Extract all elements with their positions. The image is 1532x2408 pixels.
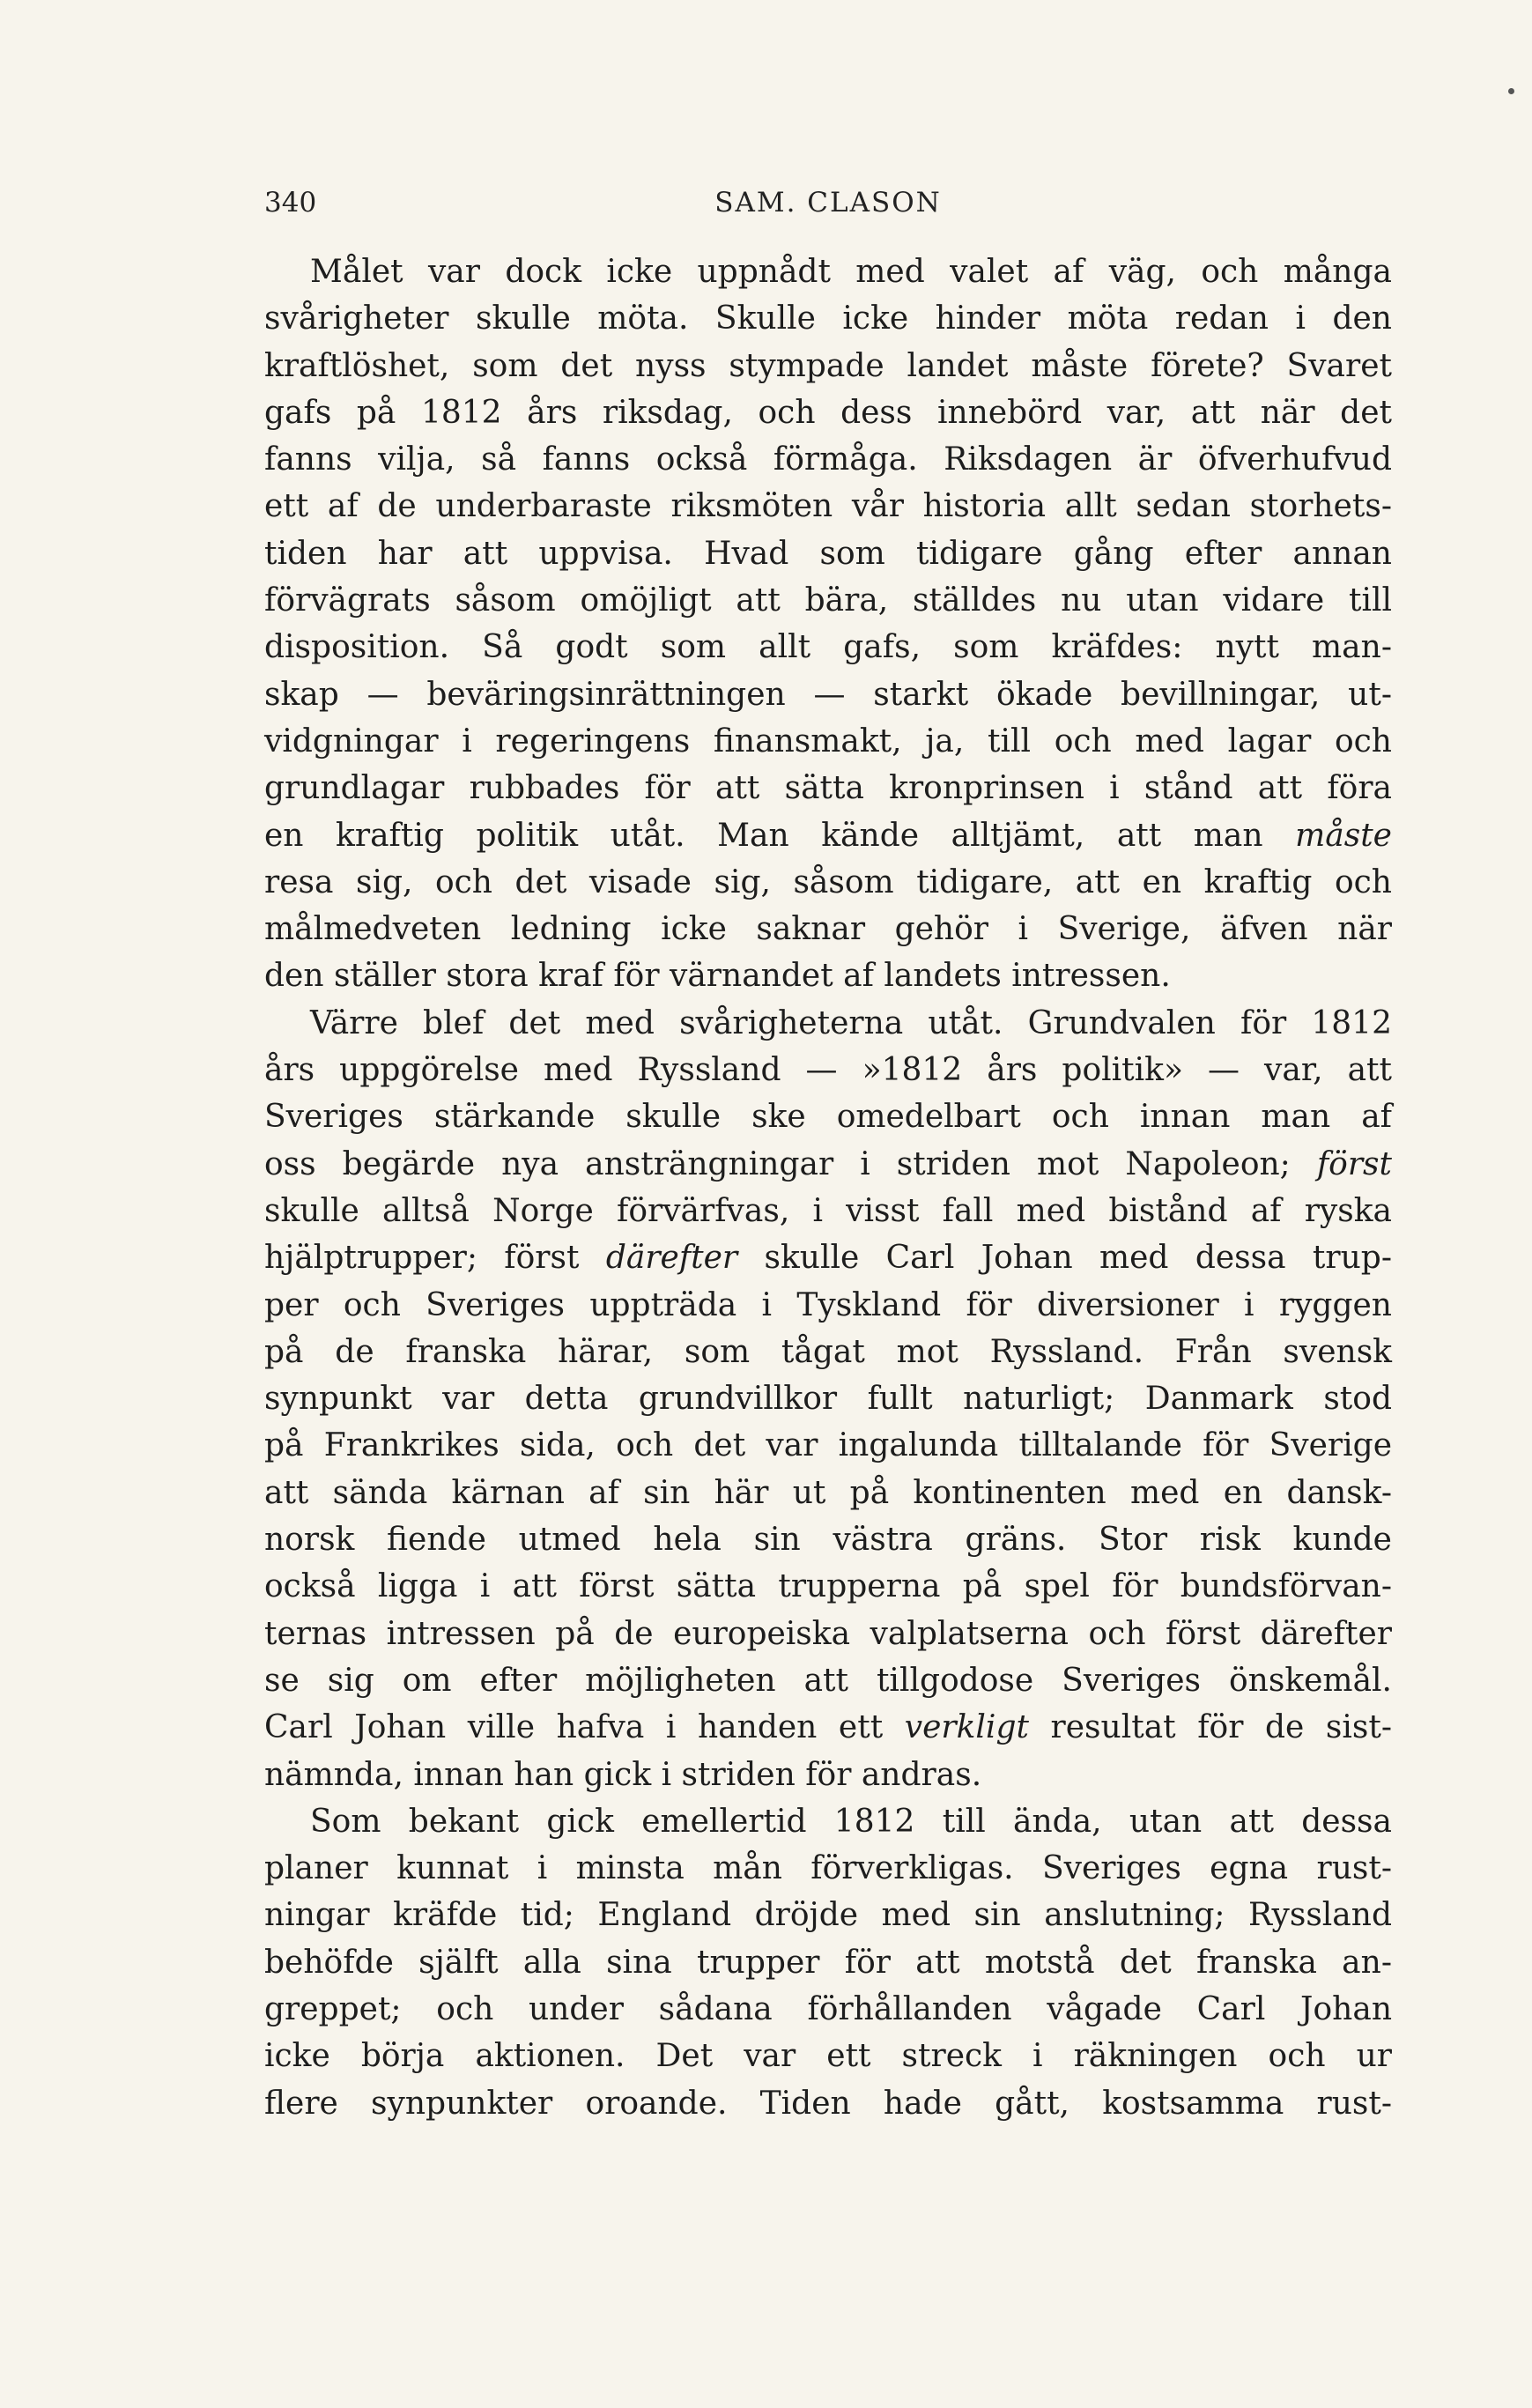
text-run: ett af de underbaraste riksmöten vår historia allt sedan storhets- [264, 488, 1392, 525]
header-author: SAM. CLASON [714, 187, 942, 219]
text-line [264, 436, 1392, 483]
text-run: icke börja aktionen. Det var ett streck i räkningen och ur [264, 2038, 1392, 2075]
text-run: fanns vilja, så fanns också förmåga. Riksdagen är öfverhufvud [264, 441, 1392, 478]
text-line [264, 1470, 1392, 1516]
text-run: kraftlöshet, som det nyss stympade landet måste förete? Svaret [264, 347, 1392, 384]
emphasized-text: verkligt [904, 1709, 1029, 1746]
text-run: skulle Carl Johan med dessa trup- [737, 1240, 1392, 1277]
text-line [264, 718, 1392, 765]
text-run: greppet; och under sådana förhållanden vågade Carl Johan [264, 1990, 1392, 2027]
text-line [264, 952, 1392, 999]
text-line [264, 1093, 1392, 1140]
text-run: Målet var dock icke uppnådt med valet af väg, och många [310, 254, 1392, 290]
text-line [264, 671, 1392, 718]
text-run: synpunkt var detta grundvillkor fullt naturligt; Danmark stod [264, 1381, 1392, 1418]
running-head [264, 187, 1392, 222]
text-line [264, 1047, 1392, 1093]
text-run: per och Sveriges uppträda i Tyskland för diversioner i ryggen [264, 1286, 1392, 1323]
text-run: vidgningar i regeringens finansmakt, ja, till och med lagar och [264, 722, 1392, 759]
text-run: års uppgörelse med Ryssland — »1812 års politik» — var, att [264, 1052, 1392, 1089]
text-line [264, 1141, 1392, 1188]
text-line [264, 248, 1392, 295]
text-run: förvägrats såsom omöjligt att bära, ställdes nu utan vidare till [264, 582, 1392, 619]
text-run: ternas intressen på de europeiska valplatserna och först därefter [264, 1615, 1392, 1652]
text-line [264, 295, 1392, 342]
text-run: tiden har att uppvisa. Hvad som tidigare gång efter annan [264, 535, 1392, 572]
text-line [264, 765, 1392, 811]
margin-speck [1508, 88, 1514, 94]
text-run: målmedveten ledning icke saknar gehör i Sverige, äfven när [264, 911, 1392, 948]
text-line [264, 1375, 1392, 1422]
emphasized-text: därefter [605, 1240, 738, 1277]
text-line [264, 1282, 1392, 1329]
text-run: hjälptrupper; först [264, 1240, 606, 1277]
text-line [264, 1986, 1392, 2033]
text-line [264, 1752, 1392, 1798]
text-run: gafs på 1812 års riksdag, och dess innebörd var, att när det [264, 394, 1392, 431]
text-line [264, 1234, 1392, 1281]
page-number: 340 [264, 187, 317, 219]
text-line [264, 2033, 1392, 2079]
text-run: på de franska härar, som tågat mot Ryssland. Från svensk [264, 1333, 1392, 1370]
text-line [264, 1188, 1392, 1234]
text-run: skap — beväringsinrättningen — starkt ökade bevillningar, ut- [264, 676, 1392, 713]
text-line [264, 1516, 1392, 1563]
text-run: svårigheter skulle möta. Skulle icke hinder möta redan i den [264, 300, 1392, 337]
text-run: den ställer stora kraf för värnandet af landets intressen. [264, 958, 1171, 995]
body-text [264, 248, 1392, 2127]
text-line [264, 906, 1392, 952]
text-run: oss begärde nya ansträngningar i striden mot Napoleon; [264, 1145, 1317, 1182]
text-run: en kraftig politik utåt. Man kände alltjämt, att man [264, 817, 1296, 854]
text-line [264, 1563, 1392, 1610]
emphasized-text: måste [1295, 817, 1392, 854]
text-run: också ligga i att först sätta trupperna på spel för bundsförvan- [264, 1568, 1392, 1605]
text-line [264, 1798, 1392, 1845]
text-run: nämnda, innan han gick i striden för andras. [264, 1756, 982, 1793]
text-run: disposition. Så godt som allt gafs, som kräfdes: nytt man- [264, 629, 1392, 666]
emphasized-text: först [1316, 1145, 1392, 1182]
text-run: behöfde själft alla sina trupper för att motstå det franska an- [264, 1944, 1392, 1981]
text-line [264, 530, 1392, 577]
text-run: planer kunnat i minsta mån förverkligas. Sveriges egna rust- [264, 1850, 1392, 1887]
text-line [264, 1704, 1392, 1751]
text-line [264, 1939, 1392, 1986]
text-line [264, 812, 1392, 859]
text-line [264, 483, 1392, 530]
text-run: ningar kräfde tid; England dröjde med sin anslutning; Ryssland [264, 1897, 1392, 1934]
text-run: resa sig, och det visade sig, såsom tidigare, att en kraftig och [264, 863, 1392, 900]
text-run: att sända kärnan af sin här ut på kontinenten med en dansk- [264, 1474, 1392, 1511]
text-run: Carl Johan ville hafva i handen ett [264, 1709, 905, 1746]
text-line [264, 389, 1392, 436]
text-run: skulle alltså Norge förvärfvas, i visst fall med bistånd af ryska [264, 1192, 1392, 1229]
text-run: Som bekant gick emellertid 1812 till ända, utan att dessa [310, 1803, 1392, 1840]
text-run: Värre blef det med svårigheterna utåt. Grundvalen för 1812 [310, 1004, 1392, 1041]
text-line [264, 1892, 1392, 1938]
text-line [264, 859, 1392, 906]
text-run: se sig om efter möjligheten att tillgodose Sveriges önskemål. [264, 1662, 1392, 1699]
text-run: norsk fiende utmed hela sin västra gräns. Stor risk kunde [264, 1522, 1392, 1559]
text-line [264, 1329, 1392, 1375]
text-line [264, 343, 1392, 389]
text-line [264, 1611, 1392, 1657]
text-run: flere synpunkter oroande. Tiden hade gått, kostsamma rust- [264, 2085, 1392, 2122]
text-line [264, 1000, 1392, 1047]
text-line [264, 1422, 1392, 1469]
text-line [264, 577, 1392, 624]
text-line [264, 2080, 1392, 2127]
text-line [264, 624, 1392, 671]
text-run: grundlagar rubbades för att sätta kronprinsen i stånd att föra [264, 770, 1392, 807]
text-line [264, 1657, 1392, 1704]
text-run: Sveriges stärkande skulle ske omedelbart och innan man af [264, 1099, 1392, 1136]
text-run: på Frankrikes sida, och det var ingalunda tilltalande för Sverige [264, 1427, 1392, 1464]
text-line [264, 1845, 1392, 1892]
text-run: resultat för de sist- [1028, 1709, 1392, 1746]
